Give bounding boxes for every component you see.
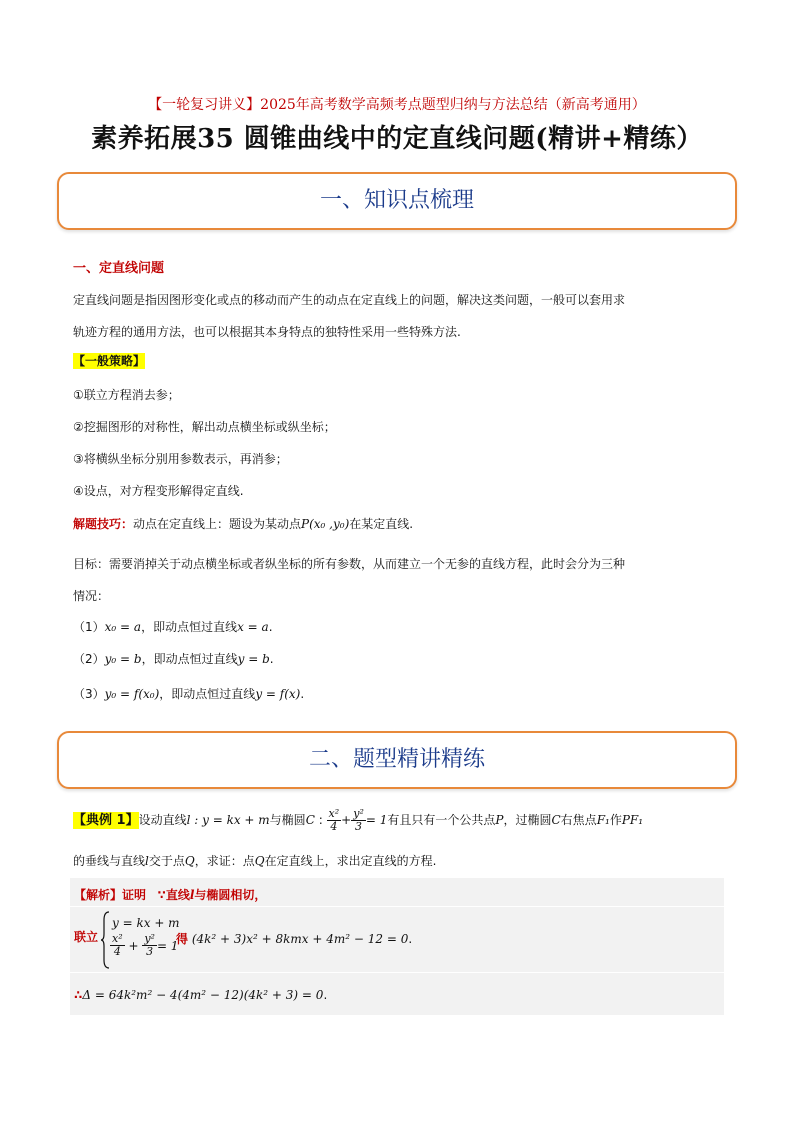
case-number: （3） [73, 687, 105, 701]
example-math: Q [254, 854, 265, 868]
case-condition: x₀ = a [104, 620, 142, 634]
fraction-numerator: x² [328, 807, 340, 820]
tip-math: P(x₀ ,y₀) [301, 517, 350, 531]
fraction-denominator: 3 [146, 945, 154, 958]
case-line: y = b [237, 652, 270, 666]
case-end: . [269, 652, 274, 666]
example-text: 与椭圆 [269, 813, 306, 827]
example-text: 作 [609, 813, 622, 827]
solution-result [176, 930, 412, 947]
case-condition: y₀ = f(x₀) [104, 687, 160, 701]
example-math: l [145, 854, 149, 868]
solution-math: l [189, 888, 195, 902]
intro-paragraph-line1: 定直线问题是指因图形变化或点的移动而产生的动点在定直线上的问题，解决这类问题，一般可以套用求 [73, 293, 626, 307]
example-math: C [305, 813, 315, 827]
example-math: l : y = kx + m [186, 813, 270, 827]
example-line1: 【典例 1】设动直线l : y = kx + m与椭圆C : $\frac{\text{x²}}{4}$ + $\frac{\text{y²}}{3}$ = 1有且只有一个公共点P，过椭圆C右焦点F₁作PF₁ [73, 807, 644, 833]
example-label: 【典例 1】 [73, 813, 139, 828]
example-text: 有且只有一个公共点 [387, 813, 496, 827]
solution-divider [70, 972, 724, 973]
strategy-item: ③将横纵坐标分别用参数表示，再消参； [73, 452, 288, 466]
solution-line1 [74, 886, 266, 903]
example-math: + [341, 813, 352, 827]
strategy-item: ④设点，对方程变形解得定直线. [73, 484, 244, 498]
intro-paragraph-line2: 轨迹方程的通用方法，也可以根据其本身特点的独特性采用一些特殊方法. [73, 325, 461, 339]
strategy-item: ①联立方程消去参； [73, 388, 180, 402]
goal-line1: 目标：需要消掉关于动点横坐标或者纵坐标的所有参数，从而建立一个无参的直线方程，此时会分为三种 [73, 557, 626, 571]
fraction-numerator: y² [144, 932, 155, 945]
joint-label: 联立 [74, 930, 99, 944]
solution-divider [70, 906, 724, 907]
result-equation: (4k² + 3)x² + 8kmx + 4m² − 12 = 0 [191, 932, 409, 946]
section-title: 二、题型精讲精练 [308, 747, 485, 772]
solution-text: 与椭圆相切， [194, 888, 267, 902]
section-header-knowledge [57, 172, 737, 230]
fraction [351, 808, 366, 833]
section-title: 一、知识点梳理 [319, 188, 474, 213]
system-equation: y = kx + m [112, 916, 180, 930]
case-line: y = f(x) [255, 687, 301, 701]
delta-equation: Δ = 64k²m² − 4(4m² − 12)(4k² + 3) = 0 [82, 988, 324, 1002]
example-text: ，求证：点 [194, 854, 255, 868]
case-text: ，即动点恒过直线 [159, 687, 256, 701]
tip-text: 在某定直线. [349, 517, 414, 531]
case-text: ，即动点恒过直线 [141, 620, 238, 634]
example-math: C [551, 813, 561, 827]
system-eq2: $\frac{\text{x²}}{4}$ + $\frac{\text{y²}}{3}$ = 1 [112, 932, 179, 958]
example-math: Q [184, 854, 195, 868]
example-text: 交于点 [148, 854, 185, 868]
system-eq1 [112, 912, 180, 931]
fraction-denominator: 4 [330, 820, 338, 833]
example-text: 在定直线上，求出定直线的方程. [264, 854, 437, 868]
example-math: P [495, 813, 504, 827]
case-item [73, 618, 273, 635]
case-number: （1） [73, 620, 105, 634]
document-title: 素养拓展35 圆锥曲线中的定直线问题(精讲+精练） [91, 124, 703, 154]
case-item [73, 685, 304, 702]
example-math: F₁ [596, 813, 610, 827]
goal-line2: 情况： [73, 589, 110, 603]
example-text: 设动直线 [138, 813, 187, 827]
delta-end: . [323, 988, 328, 1002]
fraction [142, 933, 157, 958]
solution-text: ∵直线 [157, 888, 190, 902]
fraction [110, 933, 125, 958]
therefore-symbol: ∴ [74, 988, 83, 1002]
result-end: . [408, 932, 413, 946]
example-math: PF₁ [621, 813, 644, 827]
case-line: x = a [237, 620, 269, 634]
fraction-numerator: x² [112, 932, 123, 945]
tip-label: 解题技巧： [73, 517, 134, 531]
system-equation: = 1 [156, 939, 179, 953]
example-text: ，过椭圆 [503, 813, 552, 827]
get-label: 得 [176, 932, 189, 946]
case-end: . [268, 620, 273, 634]
section-header-examples [57, 731, 737, 789]
solution-proof: 证明 [122, 888, 147, 902]
example-text: 右焦点 [560, 813, 597, 827]
example-text: 的垂线与直线 [73, 854, 146, 868]
solution-delta [74, 988, 327, 1002]
fraction-numerator: y² [353, 807, 364, 820]
case-text: ，即动点恒过直线 [141, 652, 238, 666]
fraction [327, 808, 342, 833]
strategy-item: ②挖掘图形的对称性，解出动点横坐标或纵坐标； [73, 420, 336, 434]
document-subtitle: 【一轮复习讲义】2025年高考数学高频考点题型归纳与方法总结（新高考通用） [148, 97, 646, 113]
solution-label: 【解析】 [74, 888, 123, 902]
topic-heading: 一、定直线问题 [73, 261, 165, 276]
fraction-denominator: 4 [113, 945, 121, 958]
solution-label-joint [74, 928, 98, 945]
case-number: （2） [73, 652, 105, 666]
tip-line [73, 515, 413, 532]
strategy-label: 【一般策略】 [73, 354, 146, 368]
example-math: = 1 [365, 813, 388, 827]
fraction-denominator: 3 [355, 820, 363, 833]
case-end: . [300, 687, 305, 701]
strategy-label-wrap [73, 352, 145, 369]
case-item [73, 650, 274, 667]
tip-text: 动点在定直线上：题设为某动点 [133, 517, 302, 531]
example-line2 [73, 852, 436, 869]
case-condition: y₀ = b [104, 652, 142, 666]
